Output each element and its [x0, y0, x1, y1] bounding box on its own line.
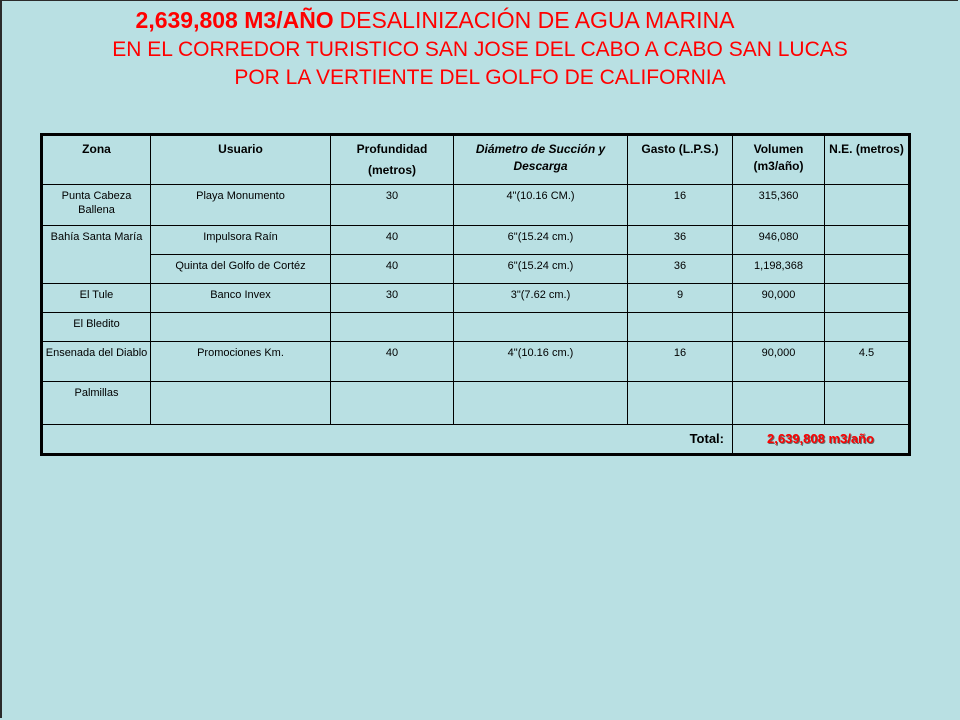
- cell-gasto: 16: [628, 185, 733, 226]
- total-row: [42, 425, 910, 455]
- cell-volumen: [733, 382, 825, 425]
- cell-gasto: [628, 313, 733, 342]
- cell-diametro: 4"(10.16 CM.): [454, 185, 628, 226]
- cell-volumen: 90,000: [733, 342, 825, 382]
- header-row: [42, 135, 910, 185]
- table-row: [42, 313, 910, 342]
- cell-volumen: [733, 313, 825, 342]
- cell-profundidad: 40: [331, 255, 454, 284]
- table-row: [42, 185, 910, 226]
- title-volume: 2,639,808 M3/AÑO: [135, 7, 334, 33]
- cell-volumen: 946,080: [733, 226, 825, 255]
- header-gasto: Gasto (L.P.S.): [628, 135, 733, 185]
- cell-gasto: 36: [628, 226, 733, 255]
- cell-profundidad: 30: [331, 284, 454, 313]
- desalination-table: [40, 133, 911, 456]
- header-usuario: Usuario: [151, 135, 331, 185]
- cell-usuario: Playa Monumento: [151, 185, 331, 226]
- total-value: 2,639,808 m3/año: [733, 425, 910, 455]
- cell-profundidad: 40: [331, 342, 454, 382]
- header-volumen: Volumen (m3/año): [733, 135, 825, 185]
- header-profundidad-unit: (metros): [367, 163, 416, 177]
- cell-gasto: 36: [628, 255, 733, 284]
- cell-gasto: 16: [628, 342, 733, 382]
- table-row: [42, 342, 910, 382]
- header-profundidad: [331, 135, 454, 185]
- total-label: Total:: [42, 425, 733, 455]
- cell-zona: Punta Cabeza Ballena: [42, 185, 151, 226]
- cell-usuario: Banco Invex: [151, 284, 331, 313]
- cell-profundidad: [331, 382, 454, 425]
- table-row: [42, 255, 910, 284]
- cell-volumen: 90,000: [733, 284, 825, 313]
- header-diametro: Diámetro de Succión y Descarga: [454, 135, 628, 185]
- cell-diametro: 6"(15.24 cm.): [454, 255, 628, 284]
- cell-volumen: 315,360: [733, 185, 825, 226]
- title-line-1-rest: DESALINIZACIÓN DE AGUA MARINA: [339, 7, 735, 33]
- cell-ne: [825, 226, 910, 255]
- cell-diametro: 3"(7.62 cm.): [454, 284, 628, 313]
- header-profundidad-label: Profundidad: [356, 142, 428, 156]
- cell-diametro: [454, 382, 628, 425]
- cell-zona: Palmillas: [42, 382, 151, 425]
- cell-usuario: Promociones Km.: [151, 342, 331, 382]
- cell-diametro: 6"(15.24 cm.): [454, 226, 628, 255]
- slide-title: [0, 6, 960, 92]
- header-zona: Zona: [42, 135, 151, 185]
- table-row: [42, 284, 910, 313]
- cell-usuario: [151, 382, 331, 425]
- cell-ne: [825, 255, 910, 284]
- cell-usuario: Impulsora Raín: [151, 226, 331, 255]
- cell-diametro: 4"(10.16 cm.): [454, 342, 628, 382]
- cell-ne: [825, 185, 910, 226]
- table-row: [42, 226, 910, 255]
- cell-profundidad: [331, 313, 454, 342]
- cell-zona: El Tule: [42, 284, 151, 313]
- cell-gasto: [628, 382, 733, 425]
- title-line-2: EN EL CORREDOR TURISTICO SAN JOSE DEL CABO A CABO SAN LUCAS: [112, 38, 848, 61]
- cell-volumen: 1,198,368: [733, 255, 825, 284]
- title-line-1: [0, 6, 960, 36]
- cell-profundidad: 40: [331, 226, 454, 255]
- cell-ne: [825, 382, 910, 425]
- cell-gasto: 9: [628, 284, 733, 313]
- cell-usuario: [151, 313, 331, 342]
- cell-profundidad: 30: [331, 185, 454, 226]
- cell-zona: Ensenada del Diablo: [42, 342, 151, 382]
- table-row: [42, 382, 910, 425]
- cell-zona: El Bledito: [42, 313, 151, 342]
- header-ne: N.E. (metros): [825, 135, 910, 185]
- cell-usuario: Quinta del Golfo de Cortéz: [151, 255, 331, 284]
- cell-zona: Bahía Santa María: [42, 226, 151, 284]
- cell-ne: [825, 313, 910, 342]
- title-line-3: POR LA VERTIENTE DEL GOLFO DE CALIFORNIA: [234, 66, 726, 89]
- cell-ne: [825, 284, 910, 313]
- cell-ne: 4.5: [825, 342, 910, 382]
- cell-diametro: [454, 313, 628, 342]
